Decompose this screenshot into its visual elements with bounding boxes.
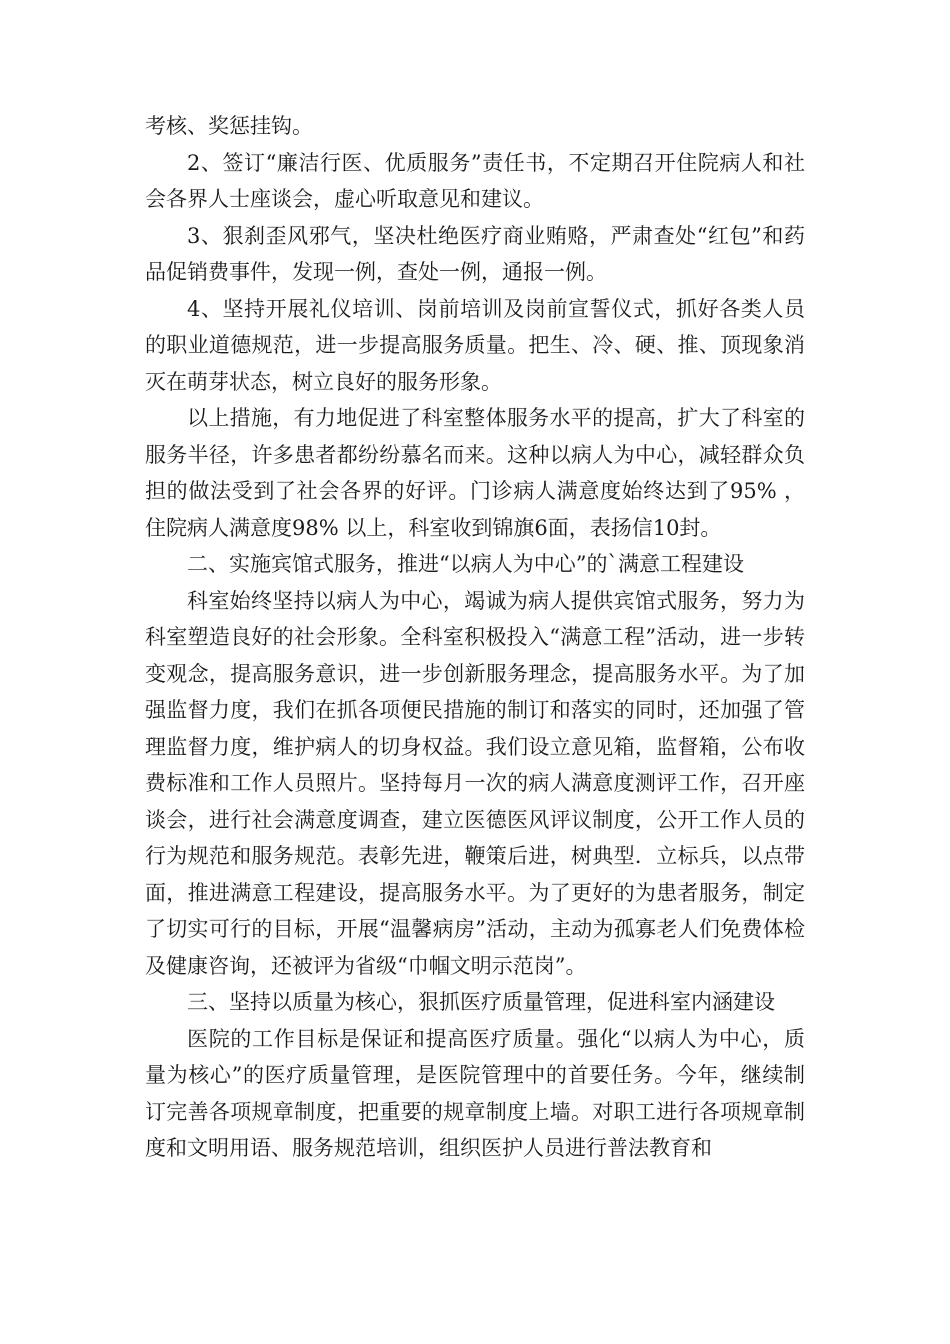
section-3-paragraph: 医院的工作目标是保证和提高医疗质量。强化“以病人为中心，质量为核心”的医疗质量管理，是医院管理中的首要任务。今年，继续制订完善各项规章制度，把重要的规章制度上墙。对职工进行各项规章制度和文明用语、服务规范培训，组织医护人员进行普法教育和	[145, 1026, 805, 1160]
summary-paragraph: 以上措施，有力地促进了科室整体服务水平的提高，扩大了科室的服务半径，许多患者都纷纷慕名而来。这种以病人为中心，减轻群众负担的做法受到了社会各界的好评。门诊病人满意度始终达到了95% ，住院病人满意度98% 以上，科室收到锦旗6面，表扬信10封。	[145, 406, 805, 540]
section-2-paragraph: 科室始终坚持以病人为中心，竭诚为病人提供宾馆式服务，努力为科室塑造良好的社会形象。全科室积极投入“满意工程”活动，进一步转变观念，提高服务意识，进一步创新服务理念，提高服务水平。为了加强监督力度，我们在抓各项便民措施的制订和落实的同时，还加强了管理监督力度，维护病人的切身权益。我们设立意见箱，监督箱，公布收费标准和工作人员照片。坚持每月一次的病人满意度测评工作，召开座谈会，进行社会满意度调查，建立医德医风评议制度，公开工作人员的行为规范和服务规范。表彰先进，鞭策后进，树典型．立标兵，以点带面，推进满意工程建设，提高服务水平。为了更好的为患者服务，制定了切实可行的目标，开展“温馨病房”活动，主动为孤寡老人们免费体检及健康咨询，还被评为省级“巾帼文明示范岗”。	[145, 588, 805, 978]
paragraph-continuation: 考核、奖惩挂钩。	[145, 114, 313, 138]
section-heading-2: 二、实施宾馆式服务，推进“以病人为中心”的`满意工程建设	[187, 552, 744, 576]
document-body	[145, 108, 805, 1167]
section-heading-3: 三、坚持以质量为核心，狠抓医疗质量管理，促进科室内涵建设	[187, 990, 775, 1014]
list-item-4: 4、坚持开展礼仪培训、岗前培训及岗前宣誓仪式，抓好各类人员的职业道德规范，进一步提高服务质量。把生、冷、硬、推、顶现象消灭在萌芽状态，树立良好的服务形象。	[145, 296, 805, 394]
list-item-3: 3、狠刹歪风邪气，坚决杜绝医疗商业贿赂，严肃查处“红包”和药品促销费事件，发现一例，查处一例，通报一例。	[145, 223, 805, 284]
list-item-2: 2、签订“廉洁行医、优质服务”责任书，不定期召开住院病人和社会各界人士座谈会，虚心听取意见和建议。	[145, 150, 805, 211]
